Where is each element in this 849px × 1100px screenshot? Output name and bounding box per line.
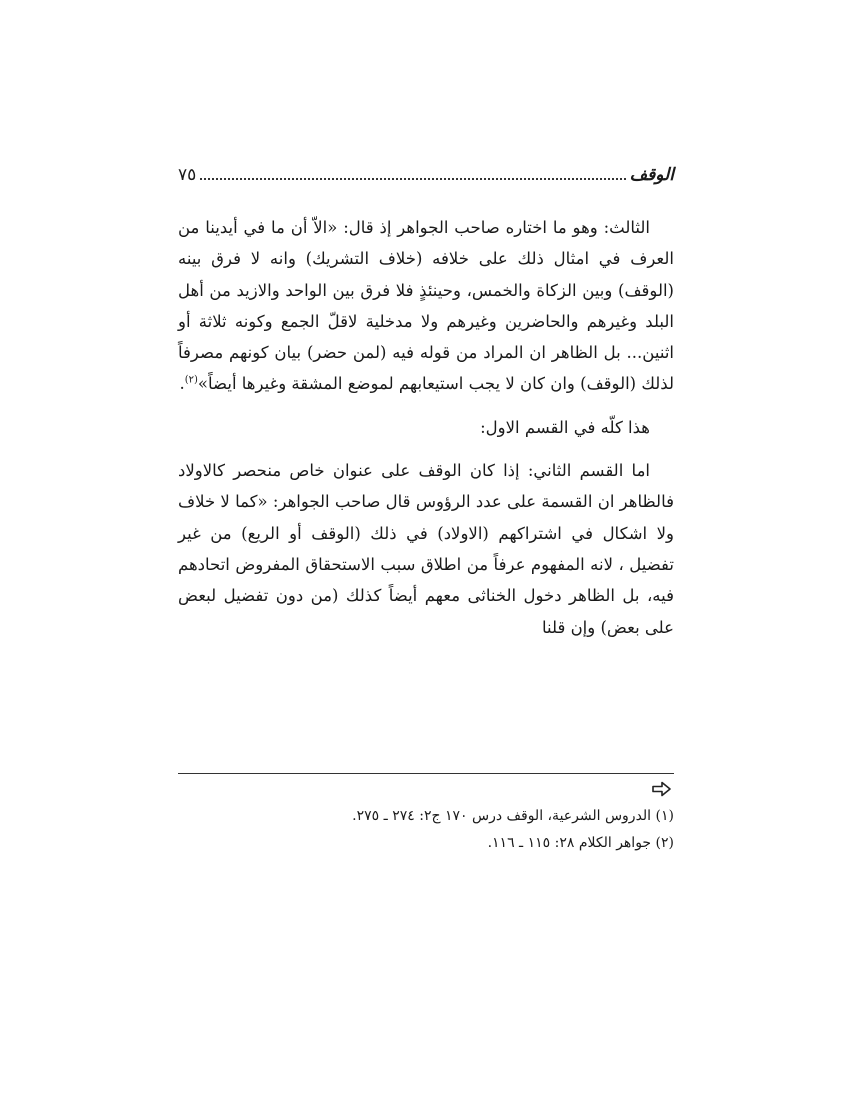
footnote-marker: (٢) bbox=[184, 374, 198, 386]
footnote-2: (٢) جواهر الكلام ٢٨: ١١٥ ـ ١١٦. bbox=[487, 835, 674, 851]
paragraph-second-section: اما القسم الثاني: إذا كان الوقف على عنوان خاص منحصر كالاولاد فالظاهر ان القسمة على عدد الرؤوس قال صاحب الجواهر: «كما لا خلاف ولا اشكال في اشتراكهم (الاولاد) في ذلك (الوقف أو الريع) من غير تفضيل ، لانه المفهوم عرفاً من اطلاق سبب الاستحقاق المفروض اتحادهم فيه، بل الظاهر دخول الخناثى معهم أيضاً كذلك (من دون تفضيل لبعض على بعض) وإن قلنا bbox=[178, 461, 674, 637]
footnote-1: (١) الدروس الشرعية، الوقف درس ١٧٠ ج٢: ٢٧٤ ـ ٢٧٥. bbox=[352, 808, 674, 824]
paragraph-text: الثالث: وهو ما اختاره صاحب الجواهر إذ قال: «الاّ أن ما في أيدينا من العرف في امثال ذلك على خلافه (خلاف التشريك) وانه لا فرق بينه (الوقف) وبين الزكاة والخمس، وحينئذٍ فلا فرق بين الواحد والازيد من أهل البلد وغيرهم والحاضرين وغيرهم ولا مدخلية لاقلّ الجمع وكونه ثلاثة أو اثنين... بل الظاهر ان المراد من قوله فيه (لمن حضر) بيان كونهم مصرفاً لذلك (الوقف) وان كان لا يجب استيعابهم لموضع المشقة وغيرها أيضاً» bbox=[178, 218, 674, 394]
page-number: ٧٥ bbox=[178, 165, 197, 185]
paragraph-end-mark: . bbox=[179, 374, 185, 394]
paragraph-section-summary: هذا كلّه في القسم الاول: bbox=[480, 417, 650, 437]
footnotes bbox=[178, 803, 674, 857]
running-header-title: الوقف bbox=[629, 165, 674, 185]
header-dot-leader bbox=[200, 178, 625, 180]
arrow-right-outline-icon bbox=[650, 780, 674, 798]
main-text bbox=[178, 212, 674, 643]
footnote-divider bbox=[178, 773, 674, 774]
running-header bbox=[178, 155, 674, 185]
paragraph-third-opinion bbox=[178, 212, 674, 400]
